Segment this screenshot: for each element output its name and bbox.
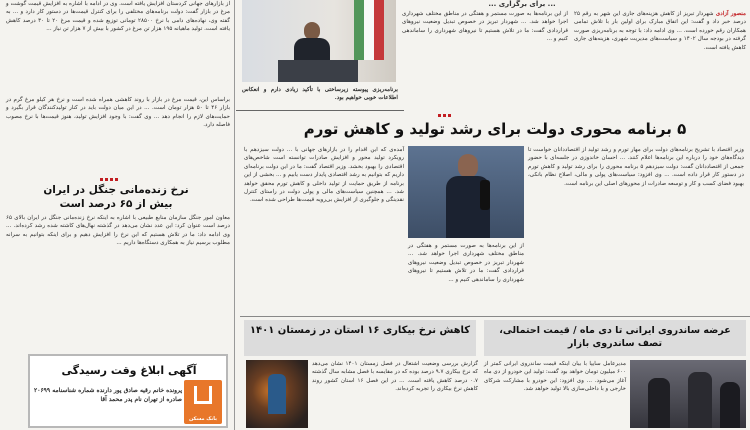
lower-divider (240, 316, 750, 317)
person-figure-2 (688, 372, 712, 428)
right-top-author: منصور آزادی (715, 11, 746, 17)
ad-brand-label: بانک مسکن (188, 416, 218, 422)
unemployment-headline: کاهش نرخ بیکاری ۱۶ استان در زمستان ۱۴۰۱ (249, 325, 471, 336)
mid-divider-1 (236, 110, 404, 111)
flag-stripes (354, 0, 384, 60)
main-article-right-text: وزیر اقتصاد با تشریح برنامه‌های دولت برای مهار تورم و رشد تولید از اقتصاددانان خواست تا دیدگاه‌های خود را درباره این برنامه‌ها اعلام کنند. ... احسان خاندوزی در جلسه‌ای با حضور جمعی از اقتصاددانان گفت: دولت سیزدهم ۵ برنامه محوری را برای رشد تولید و کاهش تورم در دستور کار قرار داده است. ... وی افزود: سیاست‌های پولی و مالی، اصلاح نظام بانکی، بهبود فضای کسب و کار و توسعه صادرات از محورهای اصلی این برنامه است. (528, 147, 744, 187)
sandero-text: مدیرعامل سایپا با بیان اینکه قیمت ساندروی ایرانی کمتر از ۶۰۰ میلیون تومان خواهد بود گفت: تولید این خودرو از دی ماه آغاز می‌شود. ... وی افزود: این خودرو با مشارکت شرکای خارجی و با داخلی‌سازی بالا تولید خواهد شد. (484, 361, 626, 393)
person-figure-3 (720, 382, 740, 428)
unemployment-text: گزارش بررسی وضعیت اشتغال در فصل زمستان ۱۴۰۱ نشان می‌دهد که نرخ بیکاری ۹.۷ درصد بوده که در مقایسه با فصل مشابه سال گذشته ۰.۷ درصد کاهش یافته است. ... در این فصل ۱۶ استان کشور روند کاهش نرخ بیکاری را تجربه کرده‌اند. (312, 361, 479, 393)
left-separator-dots (100, 178, 118, 181)
sandero-headline-box (484, 320, 746, 356)
right-top-text: شهردار تبریز از کاهش هزینه‌های جاری این شهر به رقم ۲۵ درصد خبر داد و گفت: این اتفاق مبارک برای اولین بار با تلاش تمامی همکاران رقم خورده است. ... وی ادامه داد: با توجه به برنامه‌ریزی صورت گرفته در بودجه سال ۱۴۰۲ و سیاست‌های مدیریت شهری، هزینه‌های جاری کاهش یافته است. (574, 11, 746, 51)
minister-photo-top (242, 0, 396, 82)
left-headline: نرخ زنده‌مانی جنگل در ایران بیش از ۶۵ درصد است (43, 184, 189, 210)
minister-photo-main (408, 146, 524, 238)
divider-left (234, 0, 235, 430)
podium (278, 60, 358, 82)
left-top-text: از بازارهای جهانی کردستان افزایش یافته است. وی در ادامه با اشاره به افزایش قیمت گوشت و مرغ در بازار گفت: دولت برنامه‌های مختلفی را برای کنترل قیمت‌ها در دستور کار دارد و ... به گفته وی، نهاده‌های دامی با نرخ ۲۸۵۰۰ تومانی توزیع شده و قیمت مرغ ۲۰ تا ۳۰ درصد کاهش یافته است. تولید ماهیانه ۱۹۵ هزار تن مرغ در کشور با بیش از ۷ هزار تن نیاز ... (6, 1, 230, 33)
left-bottom-text: معاون امور جنگل سازمان منابع طبیعی با اشاره به اینکه نرخ زنده‌مانی جنگل در ایران بالای ۶۵ درصد است عنوان کرد: این عدد نشان می‌دهد در گذشته نهال‌های کاشته شده رشد کرده‌اند. ... وی ادامه داد: ما در تلاش هستیم که این نرخ را افزایش دهیم و برای اینکه بتوانیم به سرانه مطلوب برسیم نیاز به همکاری دستگاه‌ها داریم ... (6, 215, 230, 247)
left-column (0, 0, 232, 430)
right-top-article (574, 10, 746, 110)
ad-logo (184, 380, 222, 424)
sandero-photo (630, 360, 746, 428)
top-photo-caption: برنامه‌ریزی پیوسته زیرساختی با تأکید زیادی دارم و انعکاس اطلاعات خوبی خواهیم بود. (242, 87, 398, 102)
ad-logo-house-icon (194, 386, 212, 404)
right-top-text-2: از این برنامه‌ها به صورت مستمر و هفتگی در مناطق مختلف شهرداری اجرا خواهد شد. ... شهردار تبریز در خصوص تبدیل وضعیت نیروهای قراردادی گفت: ما در تلاش هستیم تا نیروهای شهرداری را ساماندهی کنیم و ... (402, 11, 568, 43)
ad-title: آگهی ابلاغ وقت رسیدگی (61, 364, 197, 377)
sandero-headline: عرضه ساندروی ایرانی تا دی ماه / قیمت احتمالی، تصف ساندروی بازار (499, 325, 731, 349)
main-article-photo-text (408, 242, 524, 312)
microphone-icon (480, 180, 490, 210)
right-top-headline-fragment: ... برای برگزاری ... (488, 0, 556, 8)
main-headline: ۵ برنامه محوری دولت برای رشد تولید و کاهش تورم (303, 120, 687, 138)
person-figure-1 (648, 378, 670, 428)
ad-box (28, 354, 228, 428)
right-top-text-wrap (574, 10, 746, 52)
worker-photo (246, 360, 308, 428)
worker-figure (268, 374, 286, 414)
main-article-photo-text-body: از این برنامه‌ها به صورت مستمر و هفتگی در مناطق مختلف شهرداری اجرا خواهد شد. ... شهردار تبریز در خصوص تبدیل وضعیت نیروهای قراردادی گفت: ما در تلاش هستیم تا نیروهای شهرداری را ساماندهی کنیم و ... (408, 243, 524, 283)
left-mid-text: براساس این، قیمت مرغ در بازار با روند کاهشی همراه شده است و نرخ هر کیلو مرغ گرم در بازار ۴۶ تا ۵۰ هزار تومان است. ... در این میان دولت باید در کنار تولیدکنندگان قرار بگیرد و حمایت‌های لازم را انجام دهد ... وی گفت: با وجود افزایش تولید، هنوز قیمت‌ها با نرخ مصوب فاصله دارد. (6, 97, 230, 129)
unemployment-headline-box (244, 320, 476, 356)
ad-text: پرونده خانم رقیه صادق پور دارنده شماره شناسنامه ۲۰۶۹۹ صادره از تهران نام پدر محمد آقا (34, 387, 182, 403)
main-headline-dots (438, 114, 451, 117)
main-article-mid-text: آمده‌ی که این اقدام را در بازارهای جهانی با ... دولت سیزدهم با رویکرد تولید محور و افزایش صادرات توانسته است شاخص‌های اقتصادی را بهبود بخشد. وزیر اقتصاد گفت: ما در این دولت برنامه‌ای داریم که بتوانیم به رشد اقتصادی پایدار دست یابیم و ... بخشی از این برنامه از طریق حمایت از تولید داخلی و کاهش تورم محقق خواهد شد. ... همچنین سیاست‌های مالی و پولی دولت در راستای کنترل نقدینگی و جلوگیری از افزایش بی‌رویه قیمت‌ها طراحی شده است. (244, 147, 404, 204)
